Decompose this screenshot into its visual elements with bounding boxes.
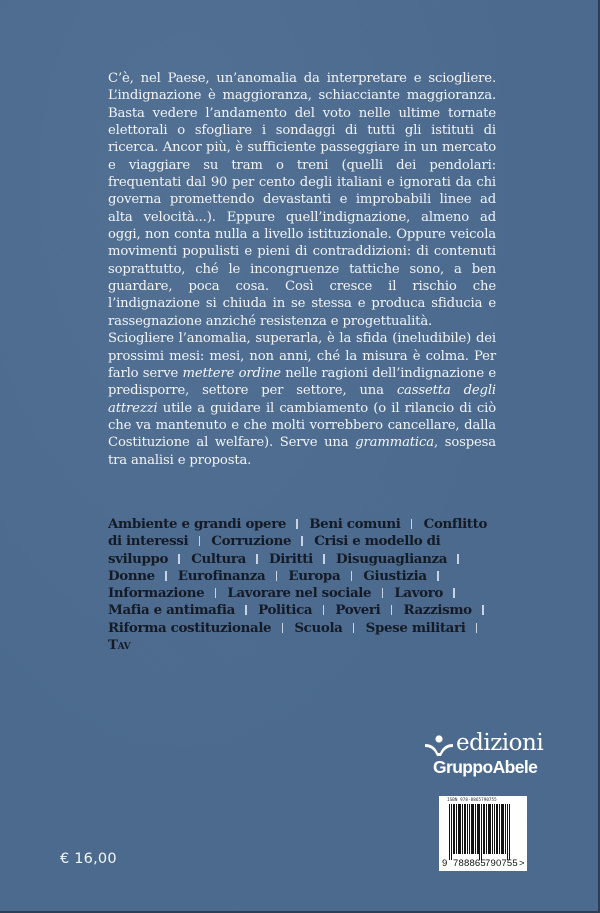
topic-tag: Razzismo (403, 602, 472, 619)
blurb-text: Sciogliere l’anomalia, superarla, è la sfida (ineludibile) dei prossimi mesi: mesi, non anni, ché la misura è colma. Per farlo serve (108, 331, 496, 381)
tag-separator (296, 519, 298, 529)
publisher-name: GruppoAbele (433, 757, 538, 777)
topic-tag: Europa (288, 567, 341, 584)
tag-separator (323, 605, 325, 615)
publisher-logo (424, 732, 574, 784)
ean-first-digit: 9 (442, 858, 448, 869)
tag-separator (476, 623, 478, 633)
topic-tag: Cultura (191, 550, 246, 567)
isbn-barcode (439, 796, 527, 871)
topic-tag: Giustizia (363, 567, 427, 584)
tag-separator (457, 554, 459, 564)
tag-separator (391, 605, 393, 615)
barcode-bars-icon (449, 804, 511, 860)
topic-tag: Corruzione (211, 533, 292, 550)
isbn-label: ISBN 978-8865790755 (447, 797, 497, 802)
topic-tag: Ambiente e grandi opere (108, 516, 287, 532)
tag-separator (199, 536, 201, 546)
tag-separator (411, 519, 413, 529)
tag-separator (351, 571, 353, 581)
topic-tag: Crisi e modello di sviluppo (108, 533, 441, 567)
topic-tag: Mafia e antimafia (108, 602, 235, 619)
ean-right-group: 790755 (485, 858, 518, 869)
tag-separator (353, 623, 355, 633)
tag-separator (276, 571, 278, 581)
blurb-paragraph-2 (108, 330, 496, 469)
blurb-emphasis: mettere ordine (182, 365, 281, 381)
topic-tag: Lavorare nel sociale (227, 585, 372, 602)
topic-tag: Riforma costituzionale (108, 619, 272, 636)
tag-separator (382, 588, 384, 598)
tag-separator (165, 571, 167, 581)
topic-tag: Poveri (335, 602, 381, 619)
topic-tag-list (108, 516, 500, 654)
blurb-emphasis: cassetta degli attrezzi (108, 383, 496, 416)
topic-tag: Informazione (108, 585, 205, 602)
tag-separator (437, 571, 439, 581)
tag-separator (323, 554, 325, 564)
topic-tag: Disuguaglianza (336, 550, 448, 567)
blurb-paragraph-1: C’è, nel Paese, un’anomalia da interpretare e sciogliere. L’indignazione è maggioranza, schiacciante maggioranza. Basta vedere l’andamento del voto nelle ultime tornate elettorali o sfogliare i sondaggi di tutti gli istituti di ricerca. Ancor più, è sufficiente passeggiare in un mercato e viaggiare su tram o treni (quelli dei pendolari: frequentati dal 90 per cento degli italiani e ignorati da chi governa promettendo devastanti e improbabili linee ad alta velocità...). Eppure quell’indignazione, almeno ad oggi, non conta nulla a livello istituzionale. Oppure veicola movimenti populisti e pieni di contraddizioni: di contenuti soprattutto, ché le incongruenze tattiche sono, a ben guardare, poca cosa. Così cresce il rischio che l’indignazione si chiuda in se stessa e produca sfiducia e rassegnazione anziché resistenza e progettualità. (108, 71, 496, 329)
tag-separator (256, 554, 258, 564)
topic-tag: Diritti (269, 550, 313, 567)
person-with-open-arms-icon (424, 735, 454, 757)
tag-separator (245, 605, 247, 615)
blurb-text: , sospesa tra analisi e proposta. (108, 435, 496, 468)
tag-separator (215, 588, 217, 598)
topic-tag: Lavoro (394, 585, 444, 602)
topic-tag: Politica (258, 602, 313, 619)
topic-tag: Donne (108, 567, 155, 584)
ean-left-group: 788865 (453, 858, 486, 869)
tag-separator (453, 588, 455, 598)
topic-tag: Spese militari (365, 619, 466, 636)
topic-tag: Tav (108, 637, 131, 654)
tag-separator (482, 605, 484, 615)
blurb-emphasis: grammatica (355, 435, 434, 451)
tag-separator (301, 536, 303, 546)
topic-tag: Conflitto di interessi (108, 516, 488, 550)
ean-quiet-zone-marker: > (519, 858, 525, 869)
topic-tag: Eurofinanza (177, 567, 266, 584)
publisher-edizioni: edizioni (456, 730, 544, 756)
blurb-text: nelle ragioni dell’indignazione e predisporre, settore per settore, una (108, 365, 496, 399)
tag-separator (282, 623, 284, 633)
topic-tag: Beni comuni (309, 516, 401, 532)
tag-separator (178, 554, 180, 564)
topic-tag: Scuola (294, 619, 343, 636)
price-label: € 16,00 (60, 851, 117, 867)
back-cover-blurb (108, 70, 496, 469)
blurb-text: utile a guidare il cambiamento (o il rilancio di ciò che va mantenuto e che molti vorrebbero cancellare, dalla Costituzione al welfare). Serve una (108, 400, 496, 451)
